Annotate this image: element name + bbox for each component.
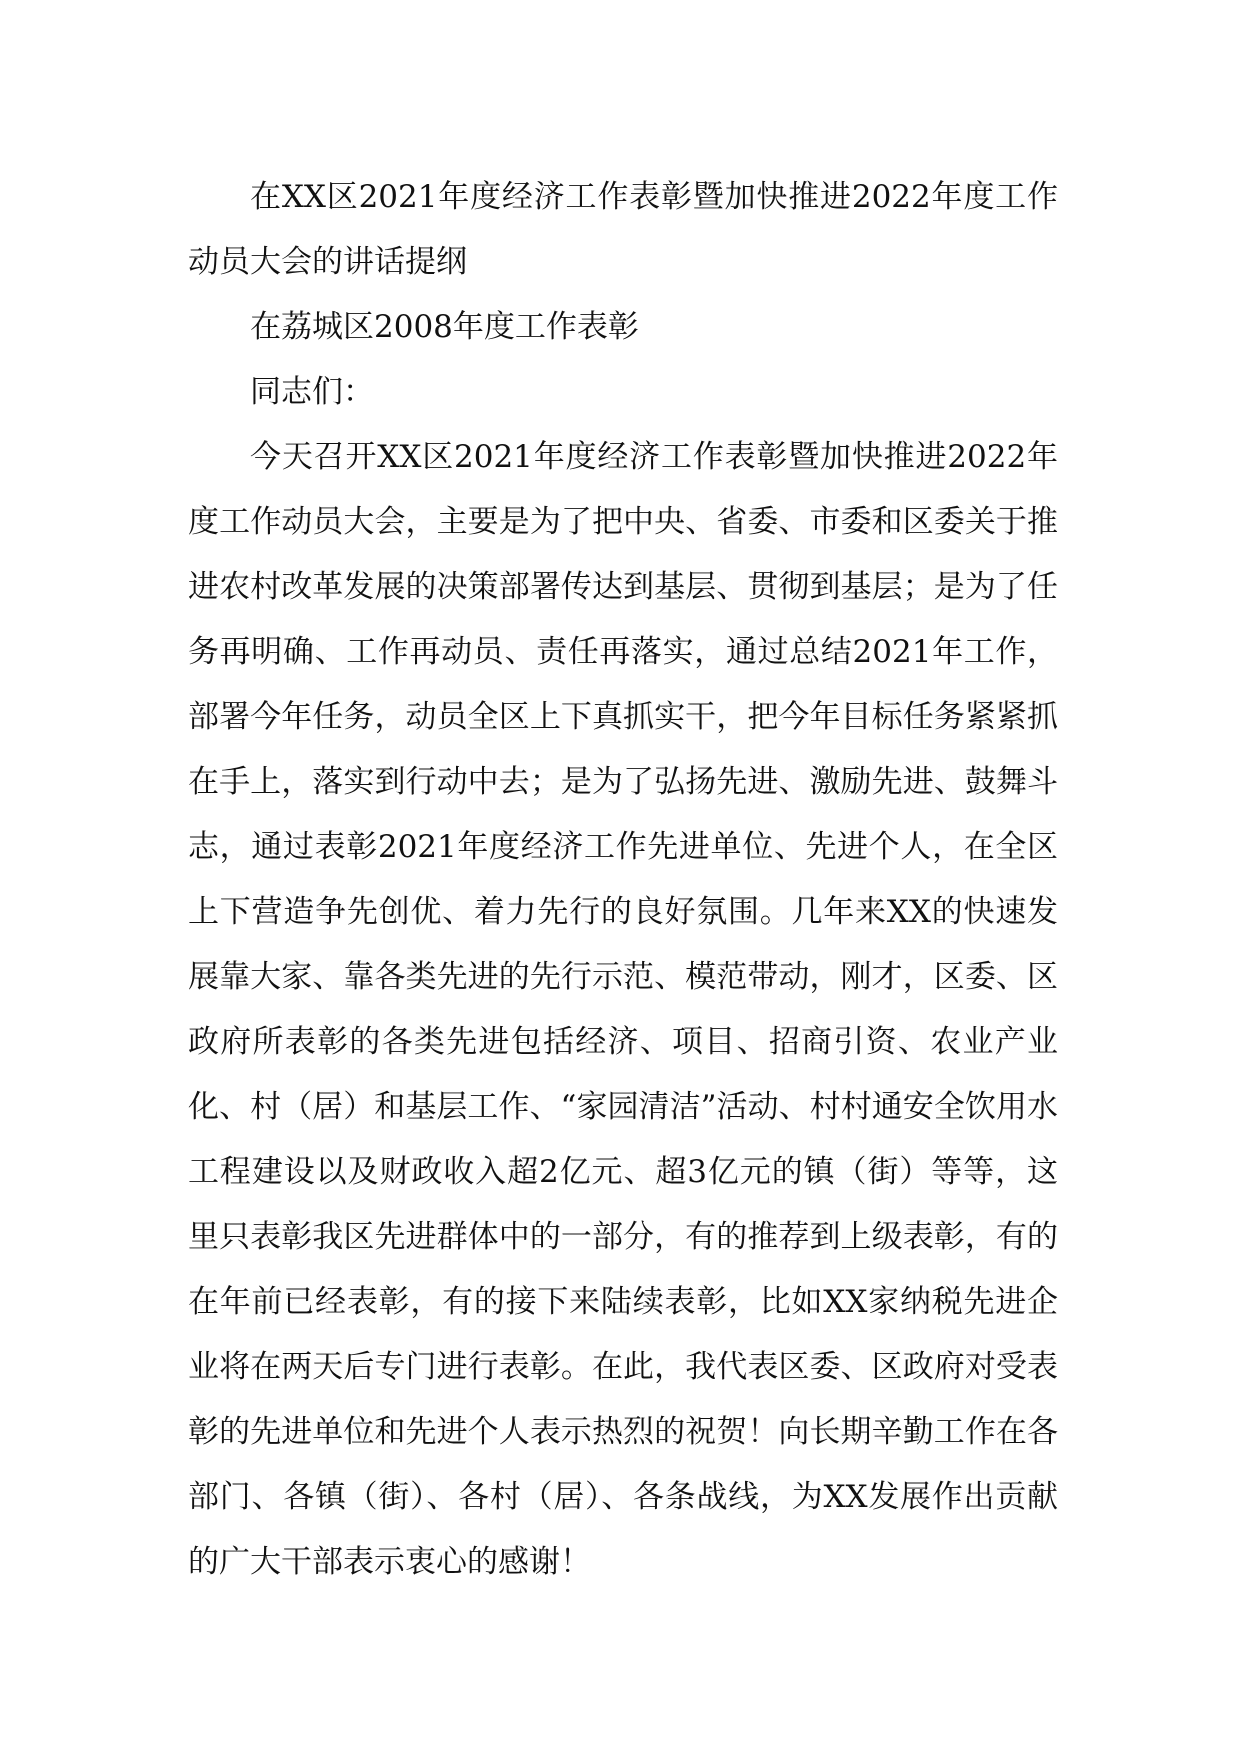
salutation: 同志们： — [250, 374, 374, 410]
subtitle-paragraph: 在荔城区2008年度工作表彰 — [250, 309, 639, 345]
document-body — [188, 165, 1058, 1595]
title-paragraph: 在XX区2021年度经济工作表彰暨加快推进2022年度工作动员大会的讲话提纲 — [188, 179, 1058, 280]
body-paragraph: 今天召开XX区2021年度经济工作表彰暨加快推进2022年度工作动员大会，主要是为了把中央、省委、市委和区委关于推进农村改革发展的决策部署传达到基层、贯彻到基层；是为了任务再明确、工作再动员、责任再落实，通过总结2021年工作，部署今年任务，动员全区上下真抓实干，把今年目标任务紧紧抓在手上，落实到行动中去；是为了弘扬先进、激励先进、鼓舞斗志，通过表彰2021年度经济工作先进单位、先进个人，在全区上下营造争先创优、着力先行的良好氛围。几年来XX的快速发展靠大家、靠各类先进的先行示范、模范带动，刚才，区委、区政府所表彰的各类先进包括经济、项目、招商引资、农业产业化、村（居）和基层工作、“家园清洁”活动、村村通安全饮用水工程建设以及财政收入超2亿元、超3亿元的镇（街）等等，这里只表彰我区先进群体中的一部分，有的推荐到上级表彰，有的在年前已经表彰，有的接下来陆续表彰，比如XX家纳税先进企业将在两天后专门进行表彰。在此，我代表区委、区政府对受表彰的先进单位和先进个人表示热烈的祝贺！向长期辛勤工作在各部门、各镇（街）、各村（居）、各条战线，为XX发展作出贡献的广大干部表示衷心的感谢！ — [188, 439, 1058, 1580]
